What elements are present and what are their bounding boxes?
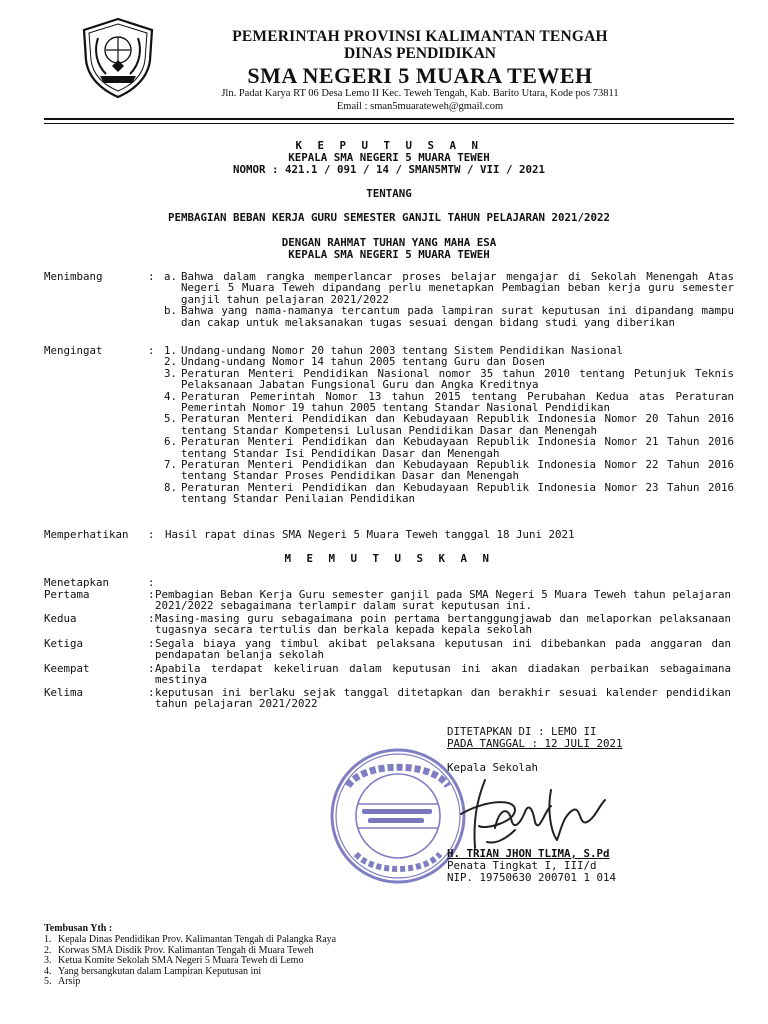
item-text: Korwas SMA Disdik Prov. Kalimantan Tengah di Muara Teweh [58, 944, 314, 956]
section-label: Mengingat [44, 344, 103, 357]
section-text: Hasil rapat dinas SMA Negeri 5 Muara Teweh tanggal 18 Juni 2021 [165, 528, 575, 541]
decision-colon: : [148, 637, 155, 650]
decision-label: Keempat [44, 662, 90, 675]
section-memperhatikan [44, 529, 734, 540]
decree-subject: PEMBAGIAN BEBAN KERJA GURU SEMESTER GANJIL TAHUN PELAJARAN 2021/2022 [167, 211, 611, 224]
item-marker: 2. [164, 355, 178, 369]
section-label: Menimbang [44, 270, 103, 283]
item-text: Kepala Dinas Pendidikan Prov. Kalimantan Tengah di Palangka Raya [58, 934, 337, 945]
decree-tentang: TENTANG [366, 187, 412, 200]
sign-position: Kepala Sekolah [447, 761, 539, 774]
decision-label: Ketiga [44, 637, 84, 650]
item-marker: b. [164, 304, 178, 318]
section-colon: : [148, 576, 155, 589]
tembusan-title: Tembusan Yth : [44, 923, 113, 934]
section-colon: : [148, 344, 155, 357]
item-marker: 2. [44, 944, 52, 956]
decision-label: Pertama [44, 588, 90, 601]
item-marker: 1. [44, 934, 52, 945]
decision-text: Masing-masing guru sebagaimana poin pertama bertanggungjawab dan melaporkan pelaksanaan tugasnya secara tertulis dan berkala kepada kepala sekolah [155, 612, 731, 637]
list-item [44, 368, 734, 391]
letterhead-address: Jln. Padat Karya RT 06 Desa Lemo II Kec. Teweh Tengah, Kab. Barito Utara, Kode pos 73811 [221, 88, 619, 99]
decree-invocation: DENGAN RAHMAT TUHAN YANG MAHA ESA [281, 236, 497, 249]
item-text: Yang bersangkutan dalam Lampiran Keputusan ini [58, 965, 262, 977]
letterhead-thin-rule [44, 123, 734, 124]
section-label: Memperhatikan [44, 528, 129, 541]
item-text: Undang-undang Nomor 14 tahun 2005 tentang Guru dan Dosen [181, 355, 546, 369]
decision-colon: : [148, 612, 155, 625]
item-marker: 3. [164, 366, 178, 380]
decree-invocation-issuer: KEPALA SMA NEGERI 5 MUARA TEWEH [288, 248, 490, 261]
section-colon: : [148, 528, 155, 541]
provincial-emblem-icon [76, 16, 160, 100]
item-text: Arsip [58, 976, 81, 988]
decision-text: Segala biaya yang timbul akibat pelaksana keputusan ini dibebankan pada anggaran dan pendapatan belanja sekolah [155, 637, 731, 662]
item-marker: 8. [164, 480, 178, 494]
decision-colon: : [148, 686, 155, 699]
letterhead-school-name: SMA NEGERI 5 MUARA TEWEH [247, 63, 593, 88]
list-item [44, 305, 734, 328]
tembusan-list [44, 935, 336, 988]
item-marker: 6. [164, 435, 178, 449]
decision-label: Kelima [44, 686, 84, 699]
item-marker: 3. [44, 955, 52, 967]
signer-nip: NIP. 19750630 200701 1 014 [447, 871, 617, 884]
item-text: Peraturan Menteri Pendidikan Nasional nomor 35 tahun 2010 tentang Petunjuk Teknis Pelaksanaan Jabatan Fungsional Guru dan Angka Kreditnya [181, 366, 734, 392]
section-colon: : [148, 270, 155, 283]
list-item [44, 459, 734, 482]
list-item [44, 482, 734, 505]
section-menimbang [44, 271, 734, 328]
letterhead-email: Email : sman5muarateweh@gmail.com [336, 101, 504, 112]
item-text: Peraturan Menteri Pendidikan dan Kebudayaan Republik Indonesia Nomor 23 Tahun 2016 tentang Standar Penilaian Pendidikan [181, 480, 734, 506]
letterhead-government: PEMERINTAH PROVINSI KALIMANTAN TENGAH [232, 28, 608, 45]
item-text: Peraturan Menteri Pendidikan dan Kebudayaan Republik Indonesia Nomor 20 Tahun 2016 tentang Standar Kompetensi Lulusan Pendidikan Dasar dan Menengah [181, 412, 734, 437]
letterhead-department: DINAS PENDIDIKAN [343, 45, 496, 62]
signer-name: H. TRIAN JHON TLIMA, S.Pd [447, 847, 610, 860]
decision-colon: : [148, 588, 155, 601]
item-text: Peraturan Pemerintah Nomor 13 tahun 2015 tentang Perubahan Kedua atas Peraturan Pemerintah Nomor 19 tahun 2005 tentang Standar Nasional Pendidikan [181, 389, 734, 415]
item-text: Peraturan Menteri Pendidikan dan Kebudayaan Republik Indonesia Nomor 21 Tahun 2016 tentang Standar Isi Pendidikan Dasar dan Menengah [181, 435, 734, 460]
decree-heading: K E P U T U S A N [295, 139, 483, 152]
letterhead-thick-rule [44, 118, 734, 120]
item-text: Bahwa dalam rangka memperlancar proses belajar mengajar di Sekolah Menengah Atas Negeri 5 Muara Teweh dipandang perlu menetapkan Pembagian beban kerja guru semester ganjil tahun pelajaran 2021/2022 [181, 270, 734, 306]
item-text: Bahwa yang nama-namanya tercantum pada lampiran surat keputusan ini dipandang mampu dan cakap untuk melaksanakan tugas sesuai dengan bidang studi yang diberikan [181, 304, 734, 329]
section-label: Menetapkan [44, 576, 110, 589]
list-item [44, 391, 734, 414]
item-marker: 4. [44, 965, 52, 977]
item-text: Undang-undang Nomor 20 tahun 2003 tentang Sistem Pendidikan Nasional [181, 344, 624, 357]
decision-text: Pembagian Beban Kerja Guru semester ganjil pada SMA Negeri 5 Muara Teweh tahun pelajaran 2021/2022 sebagaimana terlampir dalam surat keputusan ini. [155, 588, 731, 613]
list-item [44, 271, 734, 305]
sign-date: PADA TANGGAL : 12 JULI 2021 [447, 737, 623, 750]
decision-text: keputusan ini berlaku sejak tanggal ditetapkan dan berakhir sesuai kalender pendidikan tahun pelajaran 2021/2022 [155, 686, 731, 711]
item-marker: 5. [44, 976, 52, 988]
signer-rank: Penata Tingkat I, III/d [447, 859, 597, 872]
decree-issuer: KEPALA SMA NEGERI 5 MUARA TEWEH [288, 151, 490, 164]
list-item [44, 967, 336, 978]
list-item [44, 977, 336, 988]
list-item [44, 413, 734, 436]
list-item [44, 436, 734, 459]
decision-text: Apabila terdapat kekeliruan dalam keputusan ini akan diadakan perbaikan sebagaimana mestinya [155, 662, 731, 687]
decision-heading: M E M U T U S K A N [284, 552, 494, 565]
decision-colon: : [148, 662, 155, 675]
item-marker: 7. [164, 458, 178, 472]
item-text: Ketua Komite Sekolah SMA Negeri 5 Muara Teweh di Lemo [58, 955, 304, 967]
section-mengingat [44, 345, 734, 505]
decision-label: Kedua [44, 612, 77, 625]
item-marker: 1. [164, 344, 178, 357]
sign-place: DITETAPKAN DI : LEMO II [447, 725, 597, 738]
item-marker: 5. [164, 412, 178, 426]
item-text: Peraturan Menteri Pendidikan dan Kebudayaan Republik Indonesia Nomor 22 Tahun 2016 tentang Standar Proses Pendidikan Dasar dan Menengah [181, 458, 734, 483]
item-marker: a. [164, 270, 178, 283]
decree-number: NOMOR : 421.1 / 091 / 14 / SMAN5MTW / VII / 2021 [232, 163, 545, 176]
item-marker: 4. [164, 389, 178, 403]
